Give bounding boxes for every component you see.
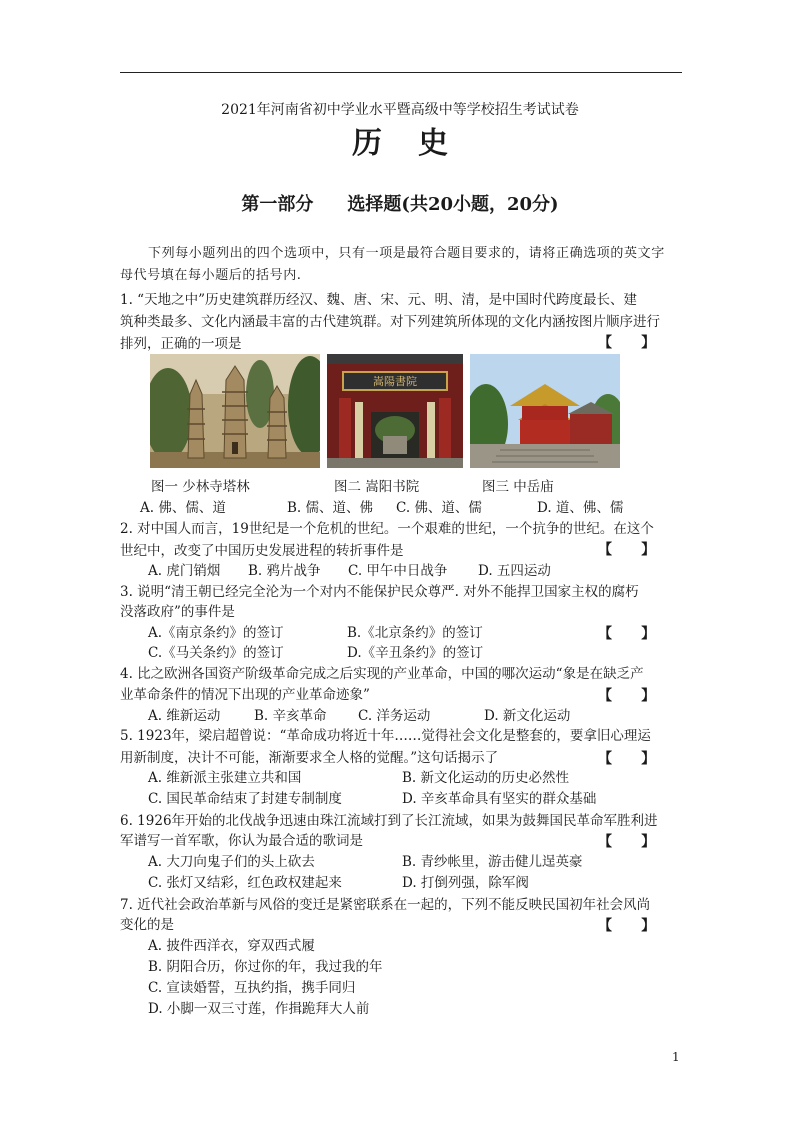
page-number: 1: [672, 1050, 680, 1064]
q6-stem-line-1: 6. 1926年开始的北伐战争迅速由珠江流域打到了长江流域，如果为鼓舞国民革命军胜利进: [120, 813, 658, 829]
q1-figure-2-songyang-academy: [327, 354, 463, 468]
q1-caption-3: 图三 中岳庙: [482, 479, 554, 495]
q1-option-b: B. 儒、道、佛: [287, 500, 374, 516]
subject-title: 历史: [352, 126, 484, 161]
q1-option-c: C. 佛、道、儒: [396, 500, 482, 516]
q3-option-d: D.《辛丑条约》的签订: [347, 645, 484, 661]
q7-stem-line-2: 变化的是: [120, 917, 174, 933]
q6-stem-line-2: 军谱写一首军歌，你认为最合适的歌词是: [120, 833, 363, 849]
part-title: [0, 190, 800, 216]
q1-figure-1-pagoda-forest: [150, 354, 320, 468]
q2-answer-bracket: 【 】: [598, 542, 656, 558]
q3-stem-line-1: 3. 说明“清王朝已经完全沦为一个对内不能保护民众尊严. 对外不能捍卫国家主权的腐朽: [120, 584, 639, 600]
q6-option-b: B. 青纱帐里，游击健儿逞英豪: [402, 854, 583, 870]
q7-option-a: A. 披件西洋衣，穿双西式履: [148, 938, 315, 954]
q1-answer-bracket: 【 】: [598, 335, 656, 351]
q7-answer-bracket: 【 】: [598, 918, 656, 934]
q4-stem-line-2: 业革命条件的情况下出现的产业革命迹象”: [120, 687, 370, 703]
q1-caption-1: 图一 少林寺塔林: [151, 479, 250, 495]
q1-caption-2: 图二 嵩阳书院: [334, 479, 420, 495]
q1-stem-line-1: 1. “天地之中”历史建筑群历经汉、魏、唐、宋、元、明、清，是中国时代跨度最长、建: [120, 292, 637, 308]
q6-option-c: C. 张灯又结彩，红色政权建起来: [148, 875, 342, 891]
q4-answer-bracket: 【 】: [598, 688, 656, 704]
q7-option-b: B. 阴阳合历，你过你的年，我过我的年: [148, 959, 383, 975]
q6-answer-bracket: 【 】: [598, 834, 656, 850]
q3-answer-bracket: 【 】: [598, 626, 656, 642]
q3-option-c: C.《马关条约》的签订: [148, 645, 284, 661]
q4-stem-line-1: 4. 比之欧洲各国资产阶级革命完成之后实现的产业革命，中国的哪次运动“象是在缺乏产: [120, 666, 644, 682]
q3-option-a: A.《南京条约》的签订: [148, 625, 284, 641]
academy-sign-text: 嵩陽書院: [373, 375, 417, 388]
q5-stem-line-2: 用新制度，决计不可能，渐渐要求全人格的觉醒。”这句话揭示了: [120, 750, 499, 766]
q7-option-d: D. 小脚一双三寸莲，作揖跪拜大人前: [148, 1001, 370, 1017]
q2-stem-line-2: 世纪中，改变了中国历史发展进程的转折事件是: [120, 543, 404, 559]
q2-option-b: B. 鸦片战争: [248, 563, 321, 579]
q1-option-a: A. 佛、儒、道: [140, 500, 226, 516]
q4-option-d: D. 新文化运动: [484, 708, 571, 724]
q2-option-d: D. 五四运动: [478, 563, 551, 579]
q4-option-a: A. 维新运动: [148, 708, 221, 724]
q5-option-c: C. 国民革命结束了封建专制制度: [148, 791, 342, 807]
q1-option-d: D. 道、佛、儒: [537, 500, 624, 516]
top-rule: [120, 72, 682, 73]
q4-option-c: C. 洋务运动: [358, 708, 431, 724]
part-label: 第一部分: [241, 194, 314, 215]
q5-answer-bracket: 【 】: [598, 751, 656, 767]
q7-option-c: C. 宣读婚誓，互执约指，携手同归: [148, 980, 356, 996]
q5-stem-line-1: 5. 1923年，梁启超曾说：“革命成功将近十年……觉得社会文化是整套的，要拿旧心理运: [120, 728, 651, 744]
q6-option-a: A. 大刀向鬼子们的头上砍去: [148, 854, 315, 870]
q1-stem-line-3: 排列，正确的一项是: [120, 336, 242, 352]
q3-option-b: B.《北京条约》的签订: [347, 625, 483, 641]
q3-stem-line-2: 没落政府”的事件是: [120, 604, 235, 620]
instructions-line-2: 母代号填在每小题后的括号内.: [120, 268, 302, 283]
q5-option-a: A. 维新派主张建立共和国: [148, 770, 302, 786]
exam-title: 2021年河南省初中学业水平暨高级中等学校招生考试试卷: [221, 102, 579, 118]
q4-option-b: B. 辛亥革命: [254, 708, 327, 724]
q2-option-c: C. 甲午中日战争: [348, 563, 448, 579]
part-description: 选择题(共20小题，20分): [347, 194, 559, 215]
q5-option-b: B. 新文化运动的历史必然性: [402, 770, 570, 786]
instructions-line-1: 下列每小题列出的四个选项中，只有一项是最符合题目要求的，请将正确选项的英文字: [148, 246, 665, 261]
q5-option-d: D. 辛亥革命具有坚实的群众基础: [402, 791, 597, 807]
q2-option-a: A. 虎门销烟: [148, 563, 221, 579]
q1-figure-3-zhongyue-temple: [470, 354, 620, 468]
q7-stem-line-1: 7. 近代社会政治革新与风俗的变迁是紧密联系在一起的，下列不能反映民国初年社会风尚: [120, 897, 651, 913]
q6-option-d: D. 打倒列强，除军阀: [402, 875, 529, 891]
q1-stem-line-2: 筑种类最多、文化内涵最丰富的古代建筑群。对下列建筑所体现的文化内涵按图片顺序进行: [120, 314, 660, 330]
q2-stem-line-1: 2. 对中国人而言，19世纪是一个危机的世纪。一个艰难的世纪，一个抗争的世纪。在这个: [120, 521, 654, 537]
